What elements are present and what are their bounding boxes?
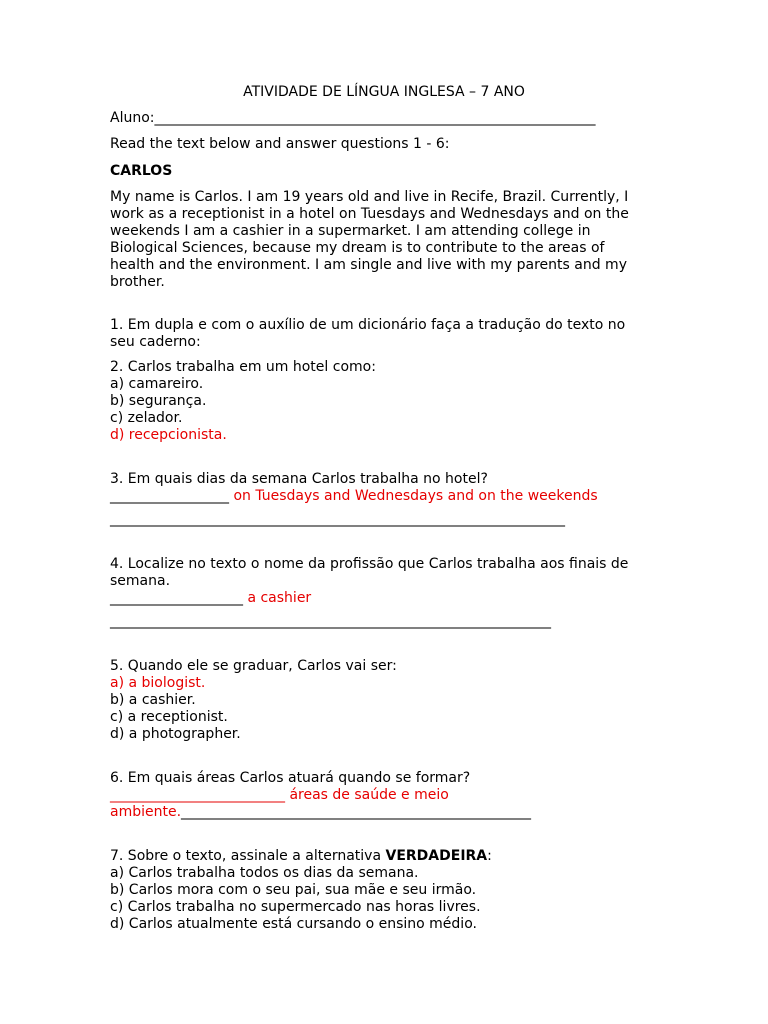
passage-line: health and the environment. I am single and live with my parents and my <box>110 257 627 273</box>
question-7-option: d) Carlos atualmente está cursando o ensino médio. <box>110 916 477 932</box>
question-1 <box>110 317 650 351</box>
passage-line: work as a receptionist in a hotel on Tuesdays and Wednesdays and on the <box>110 206 629 222</box>
question-7-text <box>110 848 650 865</box>
question-1-text: 1. Em dupla e com o auxílio de um dicionário faça a tradução do texto no <box>110 317 626 333</box>
question-3-answer: on Tuesdays and Wednesdays and on the weekends <box>233 488 598 504</box>
passage-line: brother. <box>110 274 165 290</box>
question-4-answer: a cashier <box>247 590 312 606</box>
question-7-option: a) Carlos trabalha todos os dias da semana. <box>110 865 419 881</box>
question-7-suffix: : <box>487 848 492 864</box>
student-name-line: Aluno:_______________________________________________________________ <box>110 110 596 126</box>
question-2-option: a) camareiro. <box>110 376 204 392</box>
question-7-emphasis: VERDADEIRA <box>385 848 488 864</box>
question-3 <box>110 471 650 528</box>
question-7-prefix: 7. Sobre o texto, assinale a alternativa <box>110 848 386 864</box>
question-7 <box>110 848 650 933</box>
question-2-text: 2. Carlos trabalha em um hotel como: <box>110 359 376 375</box>
passage-heading: CARLOS <box>110 163 173 179</box>
question-3-text: 3. Em quais dias da semana Carlos trabalha no hotel? <box>110 471 488 487</box>
question-6-answer-line <box>110 804 650 821</box>
question-3-answer-line <box>110 488 650 505</box>
question-2-option: b) segurança. <box>110 393 207 409</box>
answer-rule: __________________________________________________ <box>181 804 532 820</box>
passage-text <box>110 189 650 291</box>
question-4-answer-line <box>110 590 650 607</box>
passage-line: Biological Sciences, because my dream is to contribute to the areas of <box>110 240 605 256</box>
question-6 <box>110 770 650 821</box>
question-5-option: c) a receptionist. <box>110 709 228 725</box>
question-1-text: seu caderno: <box>110 334 201 350</box>
question-6-answer-end: ambiente. <box>110 804 182 820</box>
question-4 <box>110 556 650 630</box>
question-5-option: b) a cashier. <box>110 692 196 708</box>
worksheet-page <box>110 84 650 933</box>
question-2-answer: d) recepcionista. <box>110 427 227 443</box>
answer-rule: _________________________________________________________________ <box>110 511 565 527</box>
question-5-answer: a) a biologist. <box>110 675 206 691</box>
question-5-text: 5. Quando ele se graduar, Carlos vai ser: <box>110 658 397 674</box>
answer-blank: ___________________ <box>110 590 248 606</box>
question-5 <box>110 658 650 743</box>
question-2-option: c) zelador. <box>110 410 183 426</box>
passage-line: weekends I am a cashier in a supermarket. I am attending college in <box>110 223 591 239</box>
answer-rule: _______________________________________________________________ <box>110 613 551 629</box>
worksheet-title: ATIVIDADE DE LÍNGUA INGLESA – 7 ANO <box>243 84 525 100</box>
question-6-text: 6. Em quais áreas Carlos atuará quando se formar? <box>110 770 471 786</box>
question-4-text: 4. Localize no texto o nome da profissão que Carlos trabalha aos finais de <box>110 556 629 572</box>
answer-blank: _________________ <box>110 488 234 504</box>
passage-line: My name is Carlos. I am 19 years old and live in Recife, Brazil. Currently, I <box>110 189 629 205</box>
reading-instruction: Read the text below and answer questions 1 - 6: <box>110 136 450 152</box>
question-5-option: d) a photographer. <box>110 726 241 742</box>
question-4-text: semana. <box>110 573 171 589</box>
question-6-answer: _________________________ áreas de saúde e meio <box>110 787 449 803</box>
question-2 <box>110 359 650 444</box>
question-7-option: c) Carlos trabalha no supermercado nas horas livres. <box>110 899 481 915</box>
question-7-option: b) Carlos mora com o seu pai, sua mãe e seu irmão. <box>110 882 477 898</box>
